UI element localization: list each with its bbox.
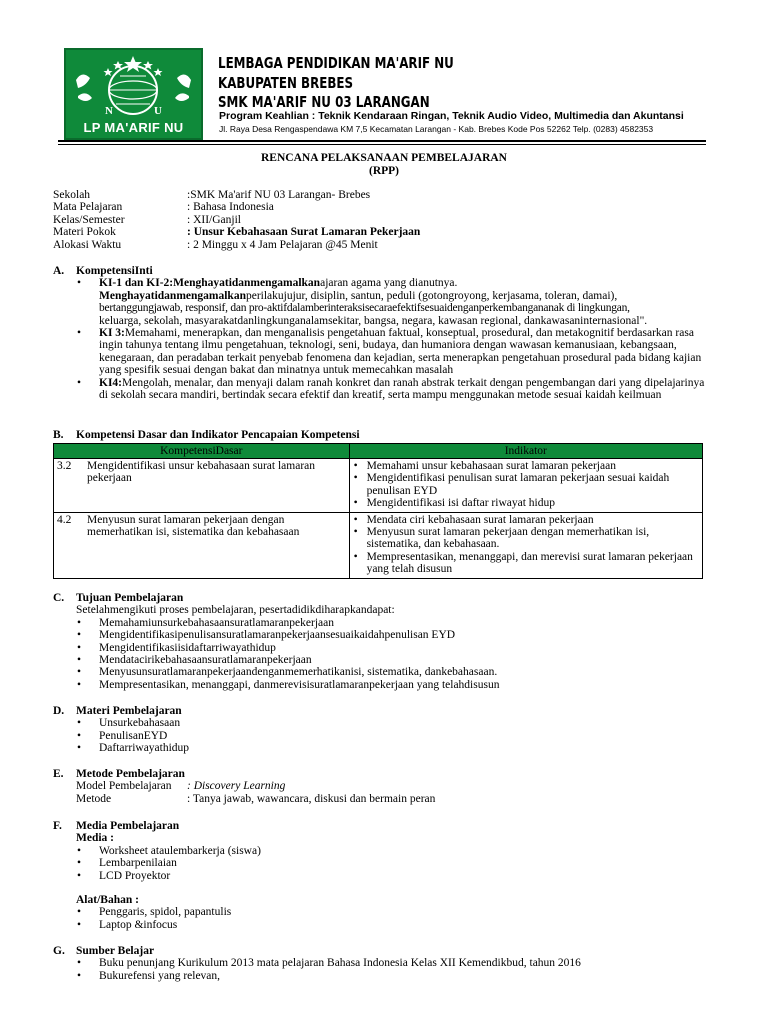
kd-number: 3.2 (57, 460, 72, 472)
institution-line-1: LEMBAGA PENDIDIKAN MA'ARIF NU (218, 54, 454, 72)
section-title: Kompetensi Dasar dan Indikator Pencapaian Kompetensi (76, 429, 360, 441)
section-title: Materi Pembelajaran (76, 705, 182, 717)
list-item: • PenulisanEYD (76, 730, 189, 742)
ki1-label: KI-1 dan KI-2:Menghayatidanmengamalkan (99, 277, 321, 290)
logo-label: LP MA'ARIF NU (83, 120, 184, 135)
kd-number: 4.2 (57, 513, 72, 526)
tujuan-intro: Setelahmengikuti proses pembelajaran, pesertadidikdiharapkandapat: (76, 604, 395, 617)
list-item: • LCD Proyektor (76, 870, 261, 882)
header-divider-thin (58, 144, 706, 145)
identity-row (53, 214, 420, 226)
ki-item (76, 277, 705, 327)
section-kompetensi-dasar (53, 429, 360, 441)
identity-value: : Bahasa Indonesia (187, 201, 274, 214)
identity-value: : Unsur Kebahasaan Surat Lamaran Pekerjaan (187, 226, 421, 239)
list-item: • Lembarpenilaian (76, 857, 261, 869)
list-item: • Laptop &infocus (76, 919, 261, 931)
section-media (53, 820, 261, 931)
indicator-item: • Mengidentifikasi penulisan surat lamaran pekerjaan sesuai kaidah penulisan EYD (353, 472, 699, 497)
indicator-item: • Mempresentasikan, menanggapi, dan merevisi surat lamaran pekerjaan yang telah disusun (353, 551, 699, 576)
section-letter: A. (53, 265, 65, 277)
list-item: • Mempresentasikan, menanggapi, danmerevisisuratlamaranpekerjaan yang telahdisusun (76, 679, 499, 691)
identity-label: Sekolah (53, 189, 91, 201)
list-item: • Memahamiunsurkebahasaansuratlamaranpekerjaan (76, 617, 499, 629)
document-subtitle: (RPP) (368, 165, 399, 177)
ki1-line3-text: bertanggungjawab, responsif, dan pro-aktifdalamberinteraksisecaraefektifsesuaidenganperkembangananak di lingkungan, (99, 302, 630, 315)
table-row (54, 512, 703, 578)
list-item: • Bukurefensi yang relevan, (76, 970, 581, 982)
media-label: Media : (76, 832, 115, 845)
section-letter: C. (53, 592, 65, 604)
model-label: Model Pembelajaran (76, 780, 172, 793)
header-divider-thick (58, 140, 706, 142)
section-title: Media Pembelajaran (76, 820, 180, 832)
section-letter: E. (53, 768, 64, 780)
identity-row (53, 226, 420, 238)
list-item: • Mengidentifikasiisidaftarriwayathidup (76, 642, 499, 654)
list-item: • Mengidentifikasipenulisansuratlamaranpekerjaansesuaikaidahpenulisan EYD (76, 629, 499, 641)
list-item: • Mendatacirikebahasaansuratlamaranpekerjaan (76, 654, 499, 666)
section-metode (53, 768, 435, 805)
ki1-text: ajaran agama yang dianutnya. (320, 277, 458, 290)
table-row (54, 459, 703, 513)
section-sumber (53, 945, 581, 982)
identity-label: Kelas/Semester (53, 213, 125, 226)
list-item: • Penggaris, spidol, papantulis (76, 906, 261, 918)
section-letter: B. (53, 429, 64, 441)
identity-value: :SMK Ma'arif NU 03 Larangan- Brebes (187, 189, 371, 201)
section-title: KompetensiInti (76, 265, 153, 277)
identity-label: Alokasi Waktu (53, 238, 122, 251)
model-value: : Discovery Learning (187, 780, 286, 793)
list-item: • Unsurkebahasaan (76, 717, 189, 729)
indicator-item: • Menyusun surat lamaran pekerjaan dengan memerhatikan isi, sistematika, dan kebahasaan. (353, 526, 699, 551)
identity-row (53, 189, 420, 201)
indicator-item: • Memahami unsur kebahasaan surat lamaran pekerjaan (353, 460, 699, 472)
ki4-text: Mengolah, menalar, dan menyaji dalam ranah konkret dan ranah abstrak terkait dengan pengembangan dari yang dipelajarinya di sekolah secara mandiri, bertindak secara efektif dan kreatif, serta mampu menggunakan metode sesuai kaidah keilmuan (99, 376, 705, 402)
section-materi (53, 705, 189, 755)
identity-row (53, 201, 420, 213)
kd-text: Mengidentifikasi unsur kebahasaan surat lamaran pekerjaan (87, 460, 316, 485)
section-title: Metode Pembelajaran (76, 768, 185, 780)
institution-line-3: SMK MA'ARIF NU 03 LARANGAN (218, 93, 430, 111)
institution-line-2: KABUPATEN BREBES (218, 74, 354, 92)
ki3-label: KI 3: (99, 327, 125, 340)
identity-label: Materi Pokok (53, 226, 116, 239)
school-address: Jl. Raya Desa Rengaspendawa KM 7,5 Kecamatan Larangan - Kab. Brebes Kode Pos 52262 Telp. (0283) 4582353 (219, 124, 654, 134)
indicator-item: • Mengidentifikasi isi daftar riwayat hidup (353, 497, 699, 509)
ki1-line4-text: keluarga, sekolah, masyarakatdanlingkunganalamsekitar, bangsa, negara, kawasan regional, dankawasaninternasional". (99, 314, 648, 327)
identity-row (53, 239, 420, 251)
section-letter: F. (53, 820, 62, 832)
ki1-line2-label: Menghayatidanmengamalkan (99, 289, 246, 302)
list-item: • Buku penunjang Kurikulum 2013 mata pelajaran Bahasa Indonesia Kelas XII Kemendikbud, tahun 2016 (76, 957, 581, 969)
list-item: • Worksheet ataulembarkerja (siswa) (76, 845, 261, 857)
metode-value: : Tanya jawab, wawancara, diskusi dan bermain peran (187, 792, 436, 805)
identity-label: Mata Pelajaran (53, 201, 123, 214)
section-title: Sumber Belajar (76, 945, 155, 957)
ki1-line2-text: perilakujujur, disiplin, santun, peduli (gotongroyong, kerjasama, toleran, damai), (245, 289, 618, 302)
ki4-label: KI4: (99, 376, 122, 389)
alat-label: Alat/Bahan : (76, 894, 139, 907)
section-tujuan (53, 592, 499, 691)
identity-value: : 2 Minggu x 4 Jam Pelajaran @45 Menit (187, 238, 378, 251)
kd-text: Menyusun surat lamaran pekerjaan dengan memerhatikan isi, sistematika dan kebahasaan (87, 513, 300, 539)
program-keahlian: Program Keahlian : Teknik Kendaraan Ringan, Teknik Audio Video, Multimedia dan Akuntansi (219, 110, 684, 122)
lp-maarif-logo (64, 48, 203, 140)
ki-item (76, 377, 705, 402)
ki-item (76, 327, 705, 377)
identity-value: : XII/Ganjil (187, 213, 241, 226)
section-kompetensi-inti (53, 265, 705, 401)
list-item: • Daftarriwayathidup (76, 742, 189, 754)
ki3-text: Memahami, menerapkan, dan menganalisis pengetahuan faktual, konseptual, prosedural, dan metakognitif berdasarkan rasa ingin tahunya tentang ilmu pengetahuan, teknologi, seni, budaya, dan humaniora dengan wawasan kemanusiaan, kebangsaan, kenegaraan, dan peradaban terkait penyebab fenomena dan kejadian, serta menerapkan pengetahuan prosedural pada bidang kajian yang spesifik sesuai dengan bakat dan minatnya untuk memecahkan masalah (99, 327, 702, 377)
section-title: Tujuan Pembelajaran (76, 592, 184, 604)
section-letter: D. (53, 705, 65, 717)
table-header-indikator: Indikator (349, 444, 702, 459)
identity-table (53, 189, 420, 251)
svg-text:U: U (154, 105, 162, 117)
kd-indicator-table (53, 443, 703, 579)
nu-emblem-icon (66, 50, 201, 122)
table-header-kd: KompetensiDasar (54, 444, 350, 459)
section-letter: G. (53, 945, 65, 957)
document-title: RENCANA PELAKSANAAN PEMBELAJARAN (261, 152, 507, 164)
list-item: • Menyusunsuratlamaranpekerjaandenganmemerhatikanisi, sistematika, dankebahasaan. (76, 666, 499, 678)
metode-label: Metode (76, 792, 112, 805)
indicator-item: • Mendata ciri kebahasaan surat lamaran pekerjaan (353, 514, 699, 526)
svg-text:N: N (105, 105, 113, 117)
